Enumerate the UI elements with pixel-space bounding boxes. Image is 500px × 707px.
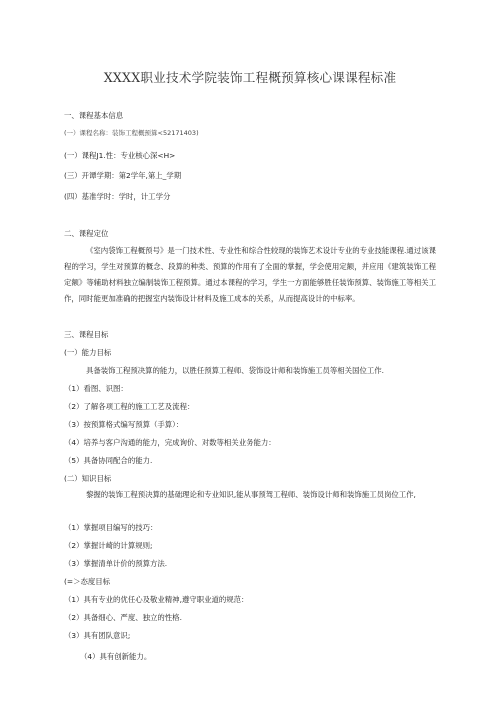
- semester-line: (三）开谭学期：第2学年,第上_学期: [64, 171, 182, 180]
- course-name-line: (一）课程名称：装饰工程概预算<52171403): [64, 129, 199, 137]
- list-item: （3）掌握清单计价的预算方法.: [64, 559, 168, 568]
- hours-line: (四）基准学时：学时，计工学分: [64, 192, 171, 201]
- section-heading-objectives: 三、课程目标: [64, 330, 109, 339]
- list-item: （4）培养与客户沟通的能力，完成询价、对数等相关业务能力：: [64, 438, 276, 447]
- list-item: （3）按预算格式编写预算（手算）：: [64, 420, 184, 429]
- list-item: （5）具备协同配合的能力.: [64, 456, 153, 465]
- positioning-paragraph: 《室内袋饰工程概预号》是一门技术性、专业性和综合性较现的装饰艺术设计专业的专业技能课程.通过该课程的学习，学生对预算的概念、段算的种类、预算的作用有了全面的掌握，学会使用定额，并应用《建筑装饰工程定额》等辅助材料独立编制装饰工程预算。通过本课程的学习，学生一方面能够胜任装饰预算、装饰施工等相关工作，同时能更加准确的把握室内装饰设计材料及施工成本的关系，从而提高设计的中标率。: [64, 246, 436, 303]
- ability-heading: (一）能力目标: [64, 348, 112, 357]
- list-item: （2）具备细心、严度、独立的性格.: [64, 613, 182, 622]
- course-nature-line: (一）课程J1.性：专业核心深<H>: [64, 151, 176, 160]
- section-heading-basic-info: 一、课程基本信息: [64, 111, 124, 120]
- document-title: XXXX职业技术学院装饰工程概预算核心课课程标准: [103, 70, 397, 85]
- list-item: （4）具有创新能力。: [80, 652, 152, 661]
- list-item: （1）具有专业的优任心及敬业精神,遵守职业道的规范：: [64, 595, 249, 604]
- knowledge-intro: 黎握的装饰工程预决算的基础理论和专业知识,能从事预驾工程师、装饰设计师和装饰施工员岗位工作,: [86, 490, 416, 499]
- list-item: （1）掌握项目编写的技巧：: [64, 523, 158, 532]
- section-heading-positioning: 二、课程定位: [64, 229, 109, 238]
- ability-intro: 具备装饰工程预决算的能力，以胜任预算工程师、袋饰设计师和装饰施工员等相关国位工作.: [86, 366, 384, 375]
- list-item: （2）了解各项工程的施工工艺及流程：: [64, 402, 195, 411]
- attitude-heading: (=＞态度目标: [64, 577, 111, 586]
- knowledge-heading: (二）知识目标: [64, 474, 112, 483]
- list-item: （3）具有团队意识;: [64, 631, 131, 640]
- list-item: （2）掌握计崎的计算规则;: [64, 541, 153, 550]
- list-item: （1）看图、识图：: [64, 384, 128, 393]
